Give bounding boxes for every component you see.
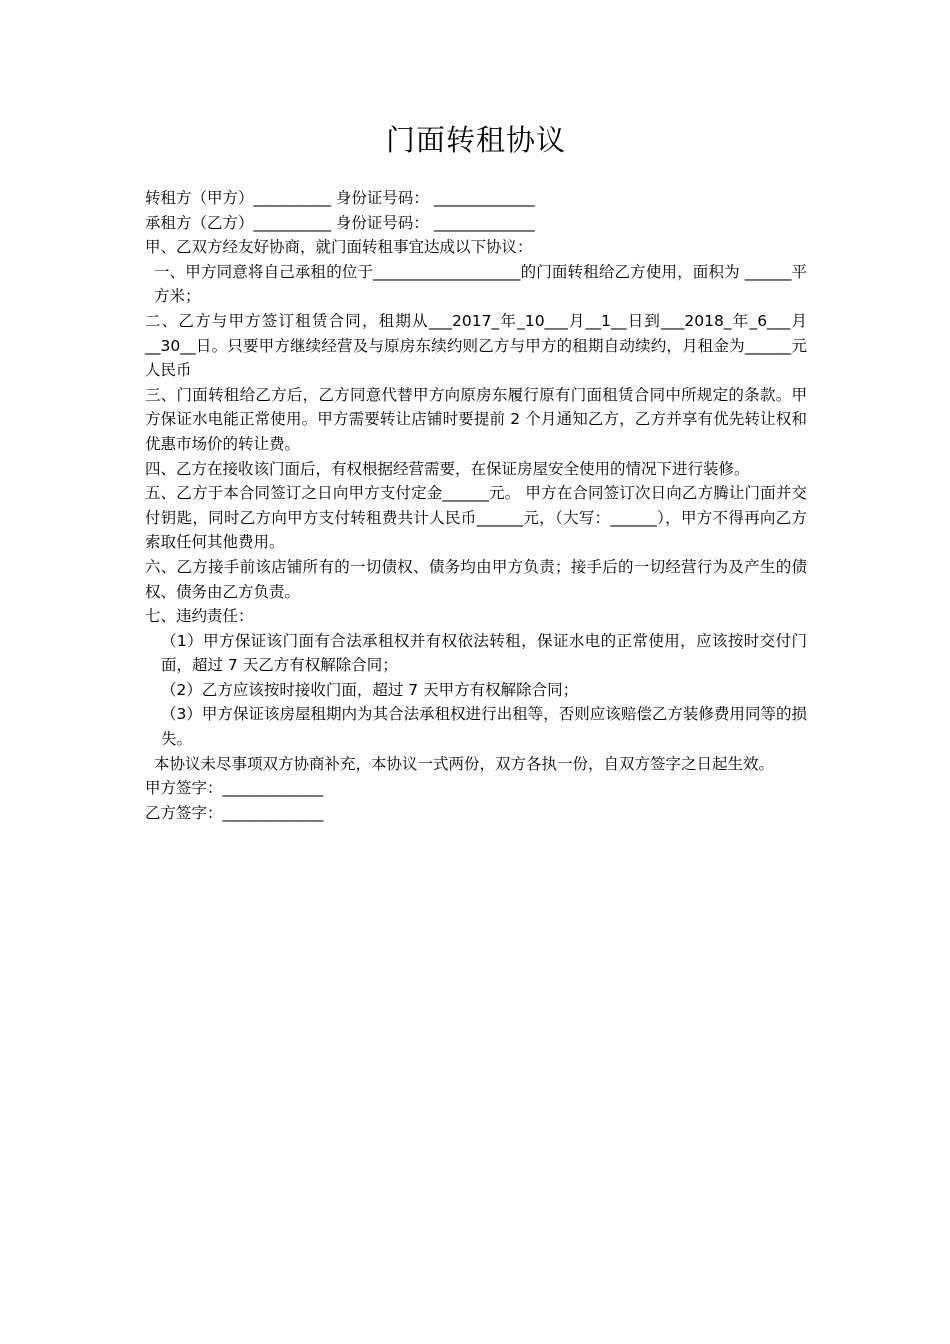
clause-7-heading: 七、违约责任： [145, 607, 254, 626]
party-a-signature: 甲方签字：_____________ [145, 779, 324, 798]
clause-5: 五、乙方于本合同签订之日向甲方支付定金______元。 甲方在合同签订次日向乙方腾让门面并交付钥匙，同时乙方向甲方支付转租费共计人民币______元，（大写：______），甲方不得再向乙方索取任何其他费用。 [145, 484, 807, 552]
party-b-signature: 乙方签字：_____________ [145, 803, 324, 822]
clause-1: 一、甲方同意将自己承租的位于___________________的门面转租给乙方使用，面积为 ______平方米； [154, 262, 807, 306]
preamble-line: 甲、乙双方经友好协商，就门面转租事宜达成以下协议： [145, 238, 533, 257]
closing-clause: 本协议未尽事项双方协商补充，本协议一式两份，双方各执一份，自双方签字之日起生效。 [154, 754, 775, 773]
clause-2: 二、乙方与甲方签订租赁合同，租期从___2017_年_10___月__1__日到___2018_年_6___月__30__日。只要甲方继续经营及与原房东续约则乙方与甲方的租期自动续约，月租金为______元人民币 [145, 311, 807, 380]
clause-7-item-3: （3）甲方保证该房屋租期内为其合法承租权进行出租等，否则应该赔偿乙方装修费用同等的损失。 [161, 705, 807, 749]
document-title: 门面转租协议 [385, 123, 566, 157]
sublessor-line: 转租方（甲方）__________ 身份证号码： _____________ [145, 189, 535, 207]
document-body [145, 186, 807, 825]
clause-6: 六、乙方接手前该店铺所有的一切债权、债务均由甲方负责；接手后的一切经营行为及产生的债权、债务由乙方负责。 [145, 557, 807, 601]
sublessee-line: 承租方（乙方）__________ 身份证号码： _____________ [145, 213, 535, 232]
document-page [145, 120, 807, 825]
clause-4: 四、乙方在接收该门面后，有权根据经营需要，在保证房屋安全使用的情况下进行装修。 [145, 459, 750, 478]
clause-3: 三、门面转租给乙方后，乙方同意代替甲方向原房东履行原有门面租赁合同中所规定的条款。甲方保证水电能正常使用。甲方需要转让店铺时要提前 2 个月通知乙方，乙方并享有优先转让权和优惠市场价的转让费。 [145, 385, 807, 453]
clause-7-item-1: （1）甲方保证该门面有合法承租权并有权依法转租，保证水电的正常使用，应该按时交付门面，超过 7 天乙方有权解除合同； [161, 631, 807, 675]
clause-7-item-2: （2）乙方应该按时接收门面，超过 7 天甲方有权解除合同； [161, 680, 579, 699]
